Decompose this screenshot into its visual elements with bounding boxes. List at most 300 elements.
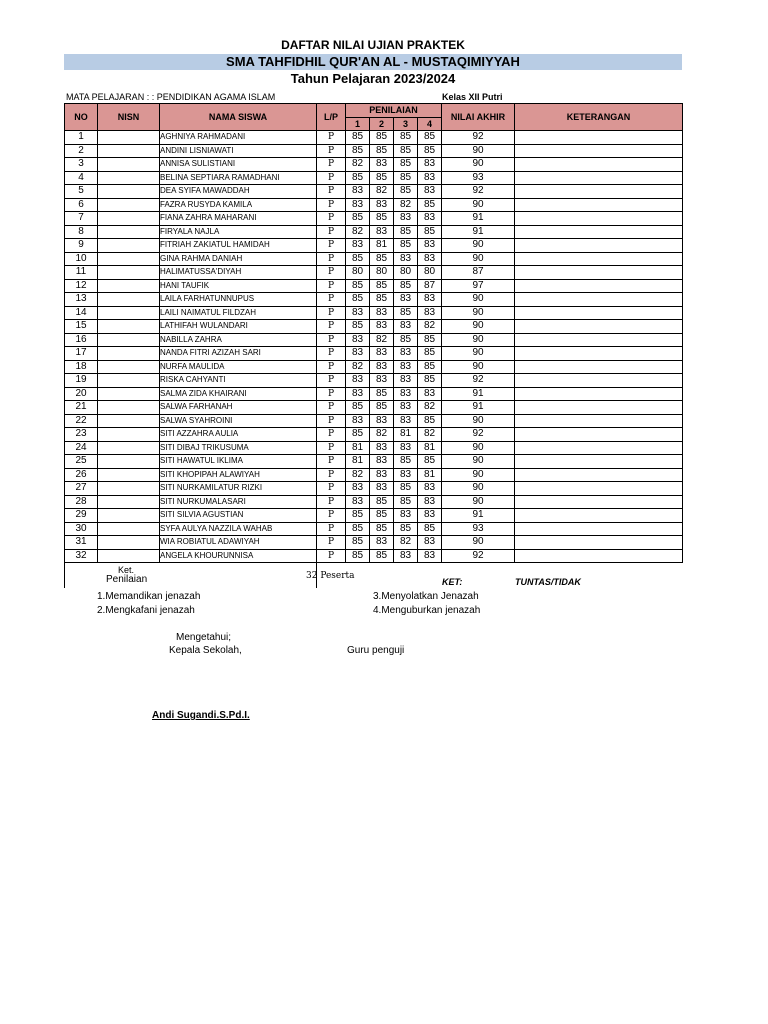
score-3: 83 — [394, 293, 418, 307]
student-gender: P — [317, 401, 346, 415]
score-1: 80 — [346, 266, 370, 280]
student-name: FIANA ZAHRA MAHARANI — [160, 212, 317, 226]
score-3: 83 — [394, 347, 418, 361]
student-no: 31 — [65, 536, 98, 550]
score-3: 83 — [394, 212, 418, 226]
principal-name: Andi Sugandi.S.Pd.I. — [152, 710, 250, 721]
score-2: 85 — [370, 212, 394, 226]
student-no: 10 — [65, 252, 98, 266]
student-nisn — [98, 455, 160, 469]
student-name: SITI DIBAJ TRIKUSUMA — [160, 441, 317, 455]
notes-cell — [515, 171, 683, 185]
class-label: Kelas XII Putri — [442, 92, 503, 102]
table-row — [65, 360, 683, 374]
score-4: 81 — [418, 468, 442, 482]
score-4: 85 — [418, 144, 442, 158]
score-2: 85 — [370, 279, 394, 293]
score-1: 83 — [346, 347, 370, 361]
final-score: 91 — [442, 225, 515, 239]
student-nisn — [98, 320, 160, 334]
criteria-item-3: 3.Menyolatkan Jenazah — [373, 591, 479, 602]
table-row — [65, 131, 683, 145]
student-no: 2 — [65, 144, 98, 158]
student-name: SYFA AULYA NAZZILA WAHAB — [160, 522, 317, 536]
student-name: HALIMATUSSA'DIYAH — [160, 266, 317, 280]
notes-cell — [515, 320, 683, 334]
score-4: 83 — [418, 185, 442, 199]
score-4: 85 — [418, 360, 442, 374]
col-no-header: NO — [65, 104, 98, 131]
student-no: 5 — [65, 185, 98, 199]
student-gender: P — [317, 306, 346, 320]
student-gender: P — [317, 198, 346, 212]
final-score: 92 — [442, 549, 515, 563]
final-score: 92 — [442, 131, 515, 145]
student-nisn — [98, 495, 160, 509]
table-row — [65, 441, 683, 455]
final-score: 90 — [442, 360, 515, 374]
table-row — [65, 414, 683, 428]
student-nisn — [98, 401, 160, 415]
notes-cell — [515, 414, 683, 428]
student-gender: P — [317, 495, 346, 509]
ket-label-line1: Ket. — [118, 565, 135, 575]
notes-cell — [515, 441, 683, 455]
score-3: 83 — [394, 549, 418, 563]
score-2: 85 — [370, 131, 394, 145]
score-1: 83 — [346, 495, 370, 509]
criteria-item-2: 2.Mengkafani jenazah — [97, 605, 195, 616]
score-4: 85 — [418, 347, 442, 361]
score-2: 85 — [370, 171, 394, 185]
table-row — [65, 482, 683, 496]
footer-divider-left — [64, 562, 65, 588]
final-score: 90 — [442, 482, 515, 496]
score-1: 85 — [346, 212, 370, 226]
table-row — [65, 522, 683, 536]
score-1: 83 — [346, 239, 370, 253]
student-gender: P — [317, 158, 346, 172]
final-score: 90 — [442, 455, 515, 469]
student-no: 21 — [65, 401, 98, 415]
student-nisn — [98, 441, 160, 455]
score-4: 83 — [418, 387, 442, 401]
score-1: 85 — [346, 509, 370, 523]
student-name: FITRIAH ZAKIATUL HAMIDAH — [160, 239, 317, 253]
student-nisn — [98, 549, 160, 563]
student-nisn — [98, 509, 160, 523]
notes-cell — [515, 131, 683, 145]
student-gender: P — [317, 360, 346, 374]
student-name: ANDINI LISNIAWATI — [160, 144, 317, 158]
notes-cell — [515, 387, 683, 401]
student-nisn — [98, 225, 160, 239]
score-4: 80 — [418, 266, 442, 280]
score-2: 83 — [370, 320, 394, 334]
score-4: 83 — [418, 252, 442, 266]
notes-cell — [515, 212, 683, 226]
score-2: 83 — [370, 414, 394, 428]
score-1: 81 — [346, 455, 370, 469]
score-2: 83 — [370, 374, 394, 388]
student-gender: P — [317, 320, 346, 334]
final-score: 92 — [442, 428, 515, 442]
score-3: 85 — [394, 333, 418, 347]
score-2: 85 — [370, 495, 394, 509]
final-score: 90 — [442, 158, 515, 172]
student-gender: P — [317, 374, 346, 388]
student-name: ANGELA KHOURUNNISA — [160, 549, 317, 563]
score-1: 83 — [346, 414, 370, 428]
student-no: 26 — [65, 468, 98, 482]
student-name: NABILLA ZAHRA — [160, 333, 317, 347]
notes-cell — [515, 279, 683, 293]
notes-cell — [515, 144, 683, 158]
score-3: 85 — [394, 171, 418, 185]
notes-cell — [515, 306, 683, 320]
notes-cell — [515, 158, 683, 172]
score-4: 83 — [418, 239, 442, 253]
student-nisn — [98, 279, 160, 293]
score-1: 85 — [346, 293, 370, 307]
table-row — [65, 293, 683, 307]
notes-cell — [515, 293, 683, 307]
student-name: SITI SILVIA AGUSTIAN — [160, 509, 317, 523]
final-score: 90 — [442, 347, 515, 361]
score-2: 83 — [370, 347, 394, 361]
score-2: 85 — [370, 522, 394, 536]
student-nisn — [98, 522, 160, 536]
score-3: 85 — [394, 522, 418, 536]
subject-label: MATA PELAJARAN : : PENDIDIKAN AGAMA ISLAM — [66, 92, 276, 102]
notes-cell — [515, 266, 683, 280]
table-row — [65, 549, 683, 563]
final-score: 90 — [442, 441, 515, 455]
student-gender: P — [317, 482, 346, 496]
score-2: 85 — [370, 144, 394, 158]
student-name: AGHNIYA RAHMADANI — [160, 131, 317, 145]
table-row — [65, 374, 683, 388]
student-nisn — [98, 185, 160, 199]
notes-cell — [515, 549, 683, 563]
score-4: 83 — [418, 482, 442, 496]
score-4: 85 — [418, 131, 442, 145]
student-no: 7 — [65, 212, 98, 226]
student-nisn — [98, 198, 160, 212]
final-score: 97 — [442, 279, 515, 293]
score-2: 85 — [370, 509, 394, 523]
final-score: 90 — [442, 414, 515, 428]
score-3: 83 — [394, 360, 418, 374]
sub-col-3: 3 — [394, 117, 418, 131]
student-no: 15 — [65, 320, 98, 334]
student-name: DEA SYIFA MAWADDAH — [160, 185, 317, 199]
notes-cell — [515, 360, 683, 374]
score-2: 83 — [370, 468, 394, 482]
table-row — [65, 401, 683, 415]
student-nisn — [98, 387, 160, 401]
score-2: 83 — [370, 158, 394, 172]
score-1: 83 — [346, 185, 370, 199]
student-nisn — [98, 171, 160, 185]
student-name: ANNISA SULISTIANI — [160, 158, 317, 172]
col-notes-header: KETERANGAN — [515, 104, 683, 131]
score-1: 85 — [346, 522, 370, 536]
student-nisn — [98, 428, 160, 442]
score-1: 85 — [346, 549, 370, 563]
student-name: SITI NURKUMALASARI — [160, 495, 317, 509]
score-4: 83 — [418, 509, 442, 523]
student-nisn — [98, 306, 160, 320]
score-2: 83 — [370, 441, 394, 455]
score-3: 85 — [394, 185, 418, 199]
score-1: 83 — [346, 333, 370, 347]
score-2: 82 — [370, 428, 394, 442]
final-score: 90 — [442, 144, 515, 158]
student-name: GINA RAHMA DANIAH — [160, 252, 317, 266]
student-no: 27 — [65, 482, 98, 496]
score-2: 85 — [370, 401, 394, 415]
score-3: 81 — [394, 428, 418, 442]
score-2: 83 — [370, 198, 394, 212]
final-score: 93 — [442, 171, 515, 185]
col-name-header: NAMA SISWA — [160, 104, 317, 131]
score-1: 85 — [346, 131, 370, 145]
final-score: 90 — [442, 468, 515, 482]
student-gender: P — [317, 549, 346, 563]
table-row — [65, 185, 683, 199]
student-name: SITI NURKAMILATUR RIZKI — [160, 482, 317, 496]
student-no: 19 — [65, 374, 98, 388]
ket-status-label: KET: — [442, 577, 463, 587]
notes-cell — [515, 374, 683, 388]
table-row — [65, 468, 683, 482]
student-gender: P — [317, 347, 346, 361]
score-2: 85 — [370, 252, 394, 266]
score-2: 85 — [370, 387, 394, 401]
notes-cell — [515, 509, 683, 523]
col-penilaian-header: PENILAIAN — [346, 104, 442, 118]
student-gender: P — [317, 414, 346, 428]
student-name: NANDA FITRI AZIZAH SARI — [160, 347, 317, 361]
score-2: 83 — [370, 225, 394, 239]
grades-body — [65, 131, 683, 563]
score-2: 83 — [370, 455, 394, 469]
table-row — [65, 225, 683, 239]
score-4: 85 — [418, 455, 442, 469]
score-2: 81 — [370, 239, 394, 253]
score-2: 85 — [370, 293, 394, 307]
score-4: 82 — [418, 428, 442, 442]
final-score: 91 — [442, 401, 515, 415]
student-name: SITI HAWATUL IKLIMA — [160, 455, 317, 469]
header-row — [65, 104, 683, 118]
notes-cell — [515, 225, 683, 239]
score-2: 83 — [370, 482, 394, 496]
student-no: 23 — [65, 428, 98, 442]
student-no: 11 — [65, 266, 98, 280]
final-score: 90 — [442, 198, 515, 212]
score-3: 83 — [394, 441, 418, 455]
student-no: 1 — [65, 131, 98, 145]
student-nisn — [98, 347, 160, 361]
score-3: 85 — [394, 455, 418, 469]
student-gender: P — [317, 509, 346, 523]
score-1: 85 — [346, 536, 370, 550]
student-gender: P — [317, 144, 346, 158]
score-4: 83 — [418, 293, 442, 307]
student-name: SITI AZZAHRA AULIA — [160, 428, 317, 442]
score-4: 85 — [418, 414, 442, 428]
academic-year: Tahun Pelajaran 2023/2024 — [290, 71, 456, 86]
score-3: 83 — [394, 468, 418, 482]
final-score: 91 — [442, 387, 515, 401]
final-score: 91 — [442, 509, 515, 523]
notes-cell — [515, 185, 683, 199]
student-no: 4 — [65, 171, 98, 185]
student-nisn — [98, 536, 160, 550]
score-4: 83 — [418, 171, 442, 185]
table-row — [65, 333, 683, 347]
table-row — [65, 239, 683, 253]
score-1: 83 — [346, 198, 370, 212]
student-nisn — [98, 468, 160, 482]
notes-cell — [515, 347, 683, 361]
notes-cell — [515, 428, 683, 442]
student-gender: P — [317, 441, 346, 455]
student-no: 20 — [65, 387, 98, 401]
student-gender: P — [317, 387, 346, 401]
score-3: 85 — [394, 225, 418, 239]
student-no: 32 — [65, 549, 98, 563]
examiner-title: Guru penguji — [347, 645, 405, 656]
student-gender: P — [317, 252, 346, 266]
score-1: 85 — [346, 279, 370, 293]
final-score: 87 — [442, 266, 515, 280]
student-name: SITI KHOPIPAH ALAWIYAH — [160, 468, 317, 482]
student-nisn — [98, 266, 160, 280]
notes-cell — [515, 239, 683, 253]
score-1: 82 — [346, 468, 370, 482]
score-3: 82 — [394, 536, 418, 550]
student-no: 18 — [65, 360, 98, 374]
score-1: 83 — [346, 387, 370, 401]
table-row — [65, 320, 683, 334]
student-no: 12 — [65, 279, 98, 293]
notes-cell — [515, 522, 683, 536]
score-3: 83 — [394, 252, 418, 266]
notes-cell — [515, 198, 683, 212]
score-1: 85 — [346, 320, 370, 334]
score-3: 85 — [394, 239, 418, 253]
sub-col-2: 2 — [370, 117, 394, 131]
score-3: 85 — [394, 131, 418, 145]
col-final-header: NILAI AKHIR — [442, 104, 515, 131]
student-no: 17 — [65, 347, 98, 361]
score-1: 83 — [346, 482, 370, 496]
student-no: 29 — [65, 509, 98, 523]
score-1: 85 — [346, 252, 370, 266]
score-3: 85 — [394, 306, 418, 320]
student-name: WIA ROBIATUL ADAWIYAH — [160, 536, 317, 550]
student-nisn — [98, 144, 160, 158]
score-3: 83 — [394, 387, 418, 401]
score-3: 80 — [394, 266, 418, 280]
participant-count: 32 Peserta — [306, 571, 355, 581]
score-2: 83 — [370, 360, 394, 374]
score-4: 85 — [418, 225, 442, 239]
status-text: TUNTAS/TIDAK — [515, 577, 581, 587]
student-nisn — [98, 360, 160, 374]
score-1: 82 — [346, 225, 370, 239]
student-name: SALWA SYAHROINI — [160, 414, 317, 428]
notes-cell — [515, 252, 683, 266]
student-no: 9 — [65, 239, 98, 253]
score-3: 85 — [394, 482, 418, 496]
table-row — [65, 306, 683, 320]
table-row — [65, 509, 683, 523]
student-gender: P — [317, 266, 346, 280]
score-4: 85 — [418, 198, 442, 212]
score-3: 85 — [394, 144, 418, 158]
student-nisn — [98, 158, 160, 172]
score-2: 82 — [370, 185, 394, 199]
final-score: 90 — [442, 495, 515, 509]
table-row — [65, 428, 683, 442]
table-row — [65, 495, 683, 509]
ket-label-line2: Penilaian — [106, 574, 148, 585]
final-score: 90 — [442, 333, 515, 347]
score-3: 85 — [394, 495, 418, 509]
student-name: LAILI NAIMATUL FILDZAH — [160, 306, 317, 320]
student-name: NURFA MAULIDA — [160, 360, 317, 374]
col-nisn-header: NISN — [98, 104, 160, 131]
score-4: 83 — [418, 495, 442, 509]
table-row — [65, 387, 683, 401]
student-gender: P — [317, 455, 346, 469]
final-score: 90 — [442, 536, 515, 550]
student-gender: P — [317, 212, 346, 226]
student-gender: P — [317, 185, 346, 199]
student-gender: P — [317, 171, 346, 185]
notes-cell — [515, 455, 683, 469]
score-1: 82 — [346, 158, 370, 172]
student-no: 30 — [65, 522, 98, 536]
score-3: 85 — [394, 279, 418, 293]
final-score: 90 — [442, 252, 515, 266]
student-nisn — [98, 212, 160, 226]
score-4: 83 — [418, 549, 442, 563]
student-nisn — [98, 252, 160, 266]
final-score: 90 — [442, 320, 515, 334]
student-gender: P — [317, 333, 346, 347]
score-3: 82 — [394, 198, 418, 212]
score-1: 85 — [346, 401, 370, 415]
score-1: 85 — [346, 144, 370, 158]
table-row — [65, 536, 683, 550]
score-2: 83 — [370, 536, 394, 550]
final-score: 93 — [442, 522, 515, 536]
score-3: 85 — [394, 158, 418, 172]
student-no: 28 — [65, 495, 98, 509]
table-row — [65, 158, 683, 172]
student-no: 16 — [65, 333, 98, 347]
acknowledged-label: Mengetahui; — [176, 632, 232, 643]
final-score: 90 — [442, 239, 515, 253]
student-gender: P — [317, 468, 346, 482]
student-name: SALWA FARHANAH — [160, 401, 317, 415]
student-name: LAILA FARHATUNNUPUS — [160, 293, 317, 307]
